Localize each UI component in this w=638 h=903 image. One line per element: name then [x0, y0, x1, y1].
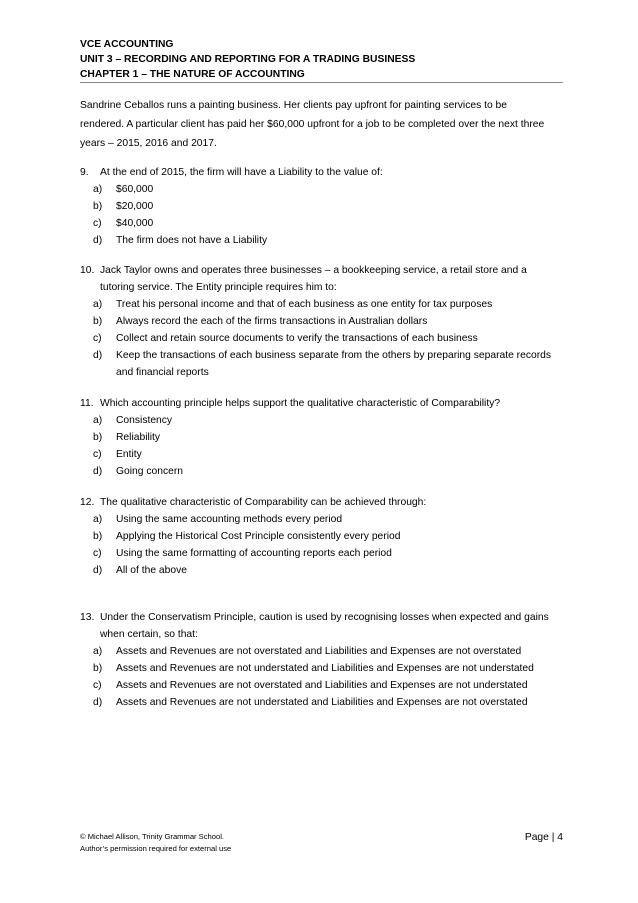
intro-paragraph: Sandrine Ceballos runs a painting business. Her clients pay upfront for painting services to be rendered. A particular client has paid her $60,000 upfront for a job to be completed over the next three years – 2015, 2016 and 2017.	[80, 100, 545, 149]
option-b	[80, 198, 560, 215]
question-number: 11.	[80, 398, 94, 409]
question-text: Jack Taylor owns and operates three businesses – a bookkeeping service, a retail store and a tutoring service. The Entity principle requires him to:	[100, 265, 527, 293]
option-text: Going concern	[116, 466, 183, 477]
question-stem	[80, 494, 560, 511]
option-text: Assets and Revenues are not understated and Liabilities and Expenses are not understated	[116, 663, 534, 674]
question-number: 10.	[80, 265, 95, 276]
option-text: Keep the transactions of each business separate from the others by preparing separate records and financial reports	[116, 350, 552, 378]
option-letter: a)	[93, 299, 103, 310]
option-letter: d)	[93, 697, 103, 708]
option-text: Using the same formatting of accounting reports each period	[116, 548, 392, 559]
question-stem	[80, 395, 560, 412]
option-letter: d)	[93, 565, 103, 576]
option-text: Collect and retain source documents to verify the transactions of each business	[116, 333, 478, 344]
option-text: Treat his personal income and that of each business as one entity for tax purposes	[116, 299, 493, 310]
option-letter: b)	[93, 663, 103, 674]
option-d	[80, 694, 560, 711]
option-letter: c)	[93, 218, 102, 229]
option-text: $20,000	[116, 201, 154, 212]
header-chapter: CHAPTER 1 – THE NATURE OF ACCOUNTING	[80, 69, 305, 80]
option-letter: d)	[93, 235, 103, 246]
option-text: The firm does not have a Liability	[116, 235, 268, 246]
option-text: All of the above	[116, 565, 187, 576]
option-text: $40,000	[116, 218, 154, 229]
option-letter: d)	[93, 466, 103, 477]
option-text: Applying the Historical Cost Principle consistently every period	[116, 531, 401, 542]
option-a	[80, 511, 560, 528]
option-text: Assets and Revenues are not understated and Liabilities and Expenses are not overstated	[116, 697, 528, 708]
question-stem	[80, 609, 560, 643]
question-number: 9.	[80, 167, 89, 178]
option-text: Always record the each of the firms transactions in Australian dollars	[116, 316, 428, 327]
option-letter: b)	[93, 531, 103, 542]
option-b	[80, 313, 560, 330]
option-letter: d)	[93, 350, 103, 361]
option-text: Using the same accounting methods every period	[116, 514, 343, 525]
option-text: Assets and Revenues are not overstated and Liabilities and Expenses are not overstated	[116, 646, 522, 657]
option-text: Reliability	[116, 432, 161, 443]
option-d	[80, 232, 560, 249]
question-number: 12.	[80, 497, 95, 508]
option-letter: c)	[93, 333, 102, 344]
page-footer	[80, 831, 563, 855]
question-text: At the end of 2015, the firm will have a Liability to the value of:	[100, 167, 383, 178]
option-c	[80, 677, 560, 694]
option-letter: a)	[93, 514, 103, 525]
option-text: $60,000	[116, 184, 154, 195]
question-11	[80, 395, 560, 480]
copyright-notice: © Michael Allison, Trinity Grammar School.	[80, 832, 225, 841]
question-number: 13.	[80, 612, 95, 623]
page-header	[80, 37, 560, 82]
option-c	[80, 446, 560, 463]
option-b	[80, 528, 560, 545]
option-b	[80, 429, 560, 446]
header-unit: UNIT 3 – RECORDING AND REPORTING FOR A TRADING BUSINESS	[80, 54, 416, 65]
option-c	[80, 545, 560, 562]
option-c	[80, 330, 560, 347]
header-divider	[80, 82, 563, 83]
option-letter: b)	[93, 432, 103, 443]
question-13	[80, 609, 560, 711]
question-text: Under the Conservatism Principle, caution is used by recognising losses when expected and gains when certain, so that:	[100, 612, 549, 640]
option-letter: a)	[93, 415, 103, 426]
option-d	[80, 463, 560, 480]
option-letter: a)	[93, 646, 103, 657]
question-stem	[80, 262, 560, 296]
option-letter: b)	[93, 316, 103, 327]
question-text: The qualitative characteristic of Comparability can be achieved through:	[100, 497, 427, 508]
option-letter: c)	[93, 449, 102, 460]
option-text: Consistency	[116, 415, 173, 426]
option-text: Entity	[116, 449, 142, 460]
option-letter: c)	[93, 548, 102, 559]
question-10	[80, 262, 560, 381]
question-9	[80, 164, 560, 249]
question-stem	[80, 164, 560, 181]
question-text: Which accounting principle helps support the qualitative characteristic of Comparability?	[100, 398, 501, 409]
option-c	[80, 215, 560, 232]
option-a	[80, 181, 560, 198]
option-letter: b)	[93, 201, 103, 212]
option-letter: c)	[93, 680, 102, 691]
page-number: Page | 4	[524, 832, 563, 843]
header-subject: VCE ACCOUNTING	[80, 39, 174, 50]
option-d	[80, 347, 560, 381]
option-a	[80, 412, 560, 429]
option-text: Assets and Revenues are not overstated and Liabilities and Expenses are not understated	[116, 680, 528, 691]
permission-notice: Author’s permission required for external use	[80, 844, 232, 853]
option-letter: a)	[93, 184, 103, 195]
option-b	[80, 660, 560, 677]
option-a	[80, 643, 560, 660]
option-a	[80, 296, 560, 313]
option-d	[80, 562, 560, 579]
question-12	[80, 494, 560, 579]
